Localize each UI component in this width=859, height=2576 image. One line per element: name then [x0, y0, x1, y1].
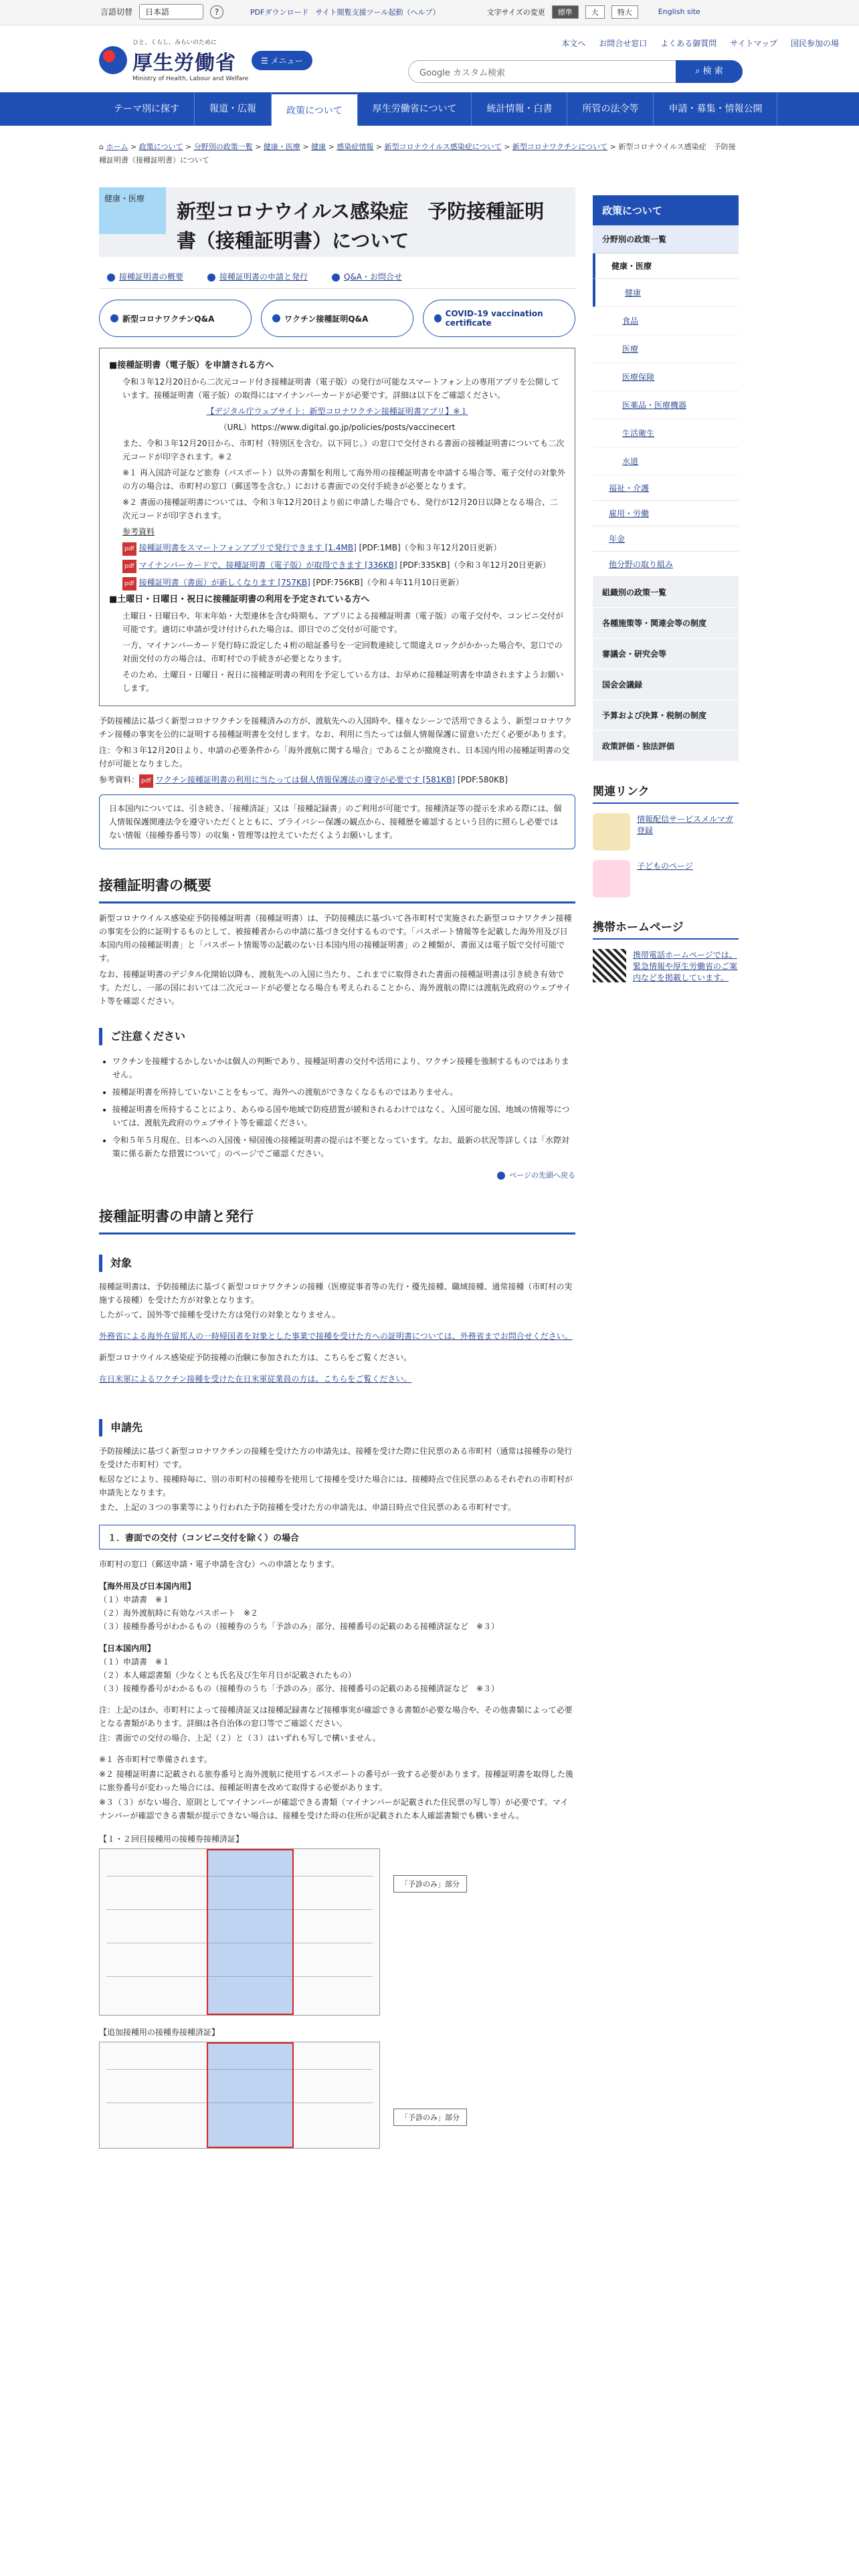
utility-bar	[0, 0, 859, 25]
caution-item: • 接種証明書を所持していないことをもって、海外への渡航ができなくなるものではありません。	[112, 1085, 575, 1099]
header-link-sitemap[interactable]: サイトマップ	[730, 39, 777, 48]
sidebar-item-medical[interactable]: 医療	[593, 335, 739, 363]
pill-covid-certificate[interactable]	[423, 300, 575, 337]
domestic-use-box: 日本国内については、引き続き、「接種済証」又は「接種記録書」のご利用が可能です。接種済証等の提示を求める際には、個人情報保護関連法令を遵守いただくとともに、プライバシー保護の観点から、接種歴を確認するという目的に照らし必要ではない情報（接種券番号等）の収集・管理等は控えていただくようお願いします。	[99, 794, 575, 849]
caution-item: • ワクチンを接種するかしないかは個人の判断であり、接種証明書の交付や活用により、ワクチン接種を強制するものではありません。	[112, 1055, 575, 1081]
category-tag: 健康・医療	[99, 187, 166, 234]
arrow-icon	[107, 274, 115, 282]
breadcrumb-policy[interactable]: 政策について	[138, 142, 183, 151]
gnav-laws[interactable]: 所管の法令等	[567, 92, 654, 126]
reference-item	[109, 576, 565, 591]
domestic-item: （３）接種券番号がわかるもの（接種券のうち「予診のみ」部分、接種番号の記載のある接種済証など ※３）	[99, 1684, 500, 1693]
sidebar-item-insurance[interactable]: 医療保険	[593, 363, 739, 391]
caution-heading: ご注意ください	[99, 1028, 575, 1045]
target-link-row	[99, 1351, 575, 1364]
note-item: ※３（３）がない場合、原則としてマイナンバーが確認できる書類（マイナンバーが記載された住民票の写し等）が必要です。マイナンバーが確認できる書類が提示できない場合は、接種を受けた時の住所が記載された本人確認書類でも構いません。	[99, 1798, 569, 1820]
logo-mark-icon	[99, 46, 127, 74]
ticket-figure-1	[99, 1833, 575, 2016]
sidebar-cat-measures[interactable]: 各種施策等・関連会等の制度	[593, 608, 739, 639]
lang-label: 言語切替	[100, 7, 133, 17]
breadcrumb-infection[interactable]: 感染症情報	[337, 142, 374, 151]
reference-link[interactable]: 接種証明書をスマートフォンアプリで発行できます [1.4MB]	[138, 543, 357, 552]
home-icon: ⌂	[99, 142, 104, 151]
language-select[interactable]: 日本語	[139, 4, 203, 19]
logo-text: 厚生労働省	[132, 51, 236, 75]
pill-covid-certificate-label: COVID-19 vaccination certificate	[445, 309, 543, 328]
figure-caption: 【追加接種用の接種券接種済証】	[99, 2028, 220, 2037]
trial-link[interactable]: 新型コロナウイルス感染症予防接種の治験に参加された方は、こちらをご覧ください。	[99, 1353, 412, 1362]
yoshin-only-highlight	[207, 1849, 294, 2015]
breadcrumb: ⌂ ホーム > 政策について > 分野別の政策一覧 > 健康・医療 > 健康 > 感染症情報 > 新型コロナウイルス感染症について > 新型コロナワクチンについて > 新型コロナウイルス感染症 予防接種証明書（接種証明書）について	[99, 142, 736, 165]
sidebar-item-sanitation[interactable]: 生活衛生	[593, 419, 739, 447]
gnav-statistics[interactable]: 統計情報・白書	[472, 92, 567, 126]
kids-page-link[interactable]: 子どものページ	[637, 861, 693, 871]
gnav-press[interactable]: 報道・広報	[195, 92, 272, 126]
reference-label: 参考資料	[122, 527, 155, 536]
figure-callout: 「予診のみ」部分	[393, 2109, 467, 2126]
target-text: 接種証明書は、予防接種法に基づく新型コロナワクチンの接種（医療従事者等の先行・優先接種、職域接種、通常接種（市町村の実施する接種）を受けた方が対象となります。	[99, 1282, 573, 1305]
page-title: 新型コロナウイルス感染症 予防接種証明書（接種証明書）について	[177, 200, 545, 252]
reference-item	[109, 558, 565, 573]
reference-meta: [PDF:756KB]（令和４年11月10日更新）	[312, 578, 464, 587]
sidebar-item-water[interactable]: 水道	[593, 447, 739, 475]
domestic-heading: 【日本国内用】	[99, 1644, 156, 1653]
breadcrumb-current: 新型コロナウイルス感染症 予防接種証明書（接種証明書）について	[99, 142, 736, 165]
pdf-icon: pdf	[122, 577, 136, 591]
ticket-image	[99, 2042, 380, 2149]
anchor-apply[interactable]	[207, 271, 308, 282]
notice-text: 一方、マイナンバーカード発行時に設定した４桁の暗証番号を一定回数連続して間違えロックがかかった場合や、窓口での対面交付の方の場合は、市町村での手続きが必要となります。	[122, 641, 563, 663]
intro-note: 注：令和３年12月20日より、申請の必要条件から「海外渡航に関する場合」であることが撤廃され、日本国内用の接種証明書の交付が可能となりました。	[99, 746, 570, 768]
notice-text: 土曜日・日曜日や、年末年始・大型連休を含む時期も、アプリによる接種証明書（電子版）の電子交付や、コンビニ交付が可能です。適切に申請が受け付けられた場合は、即日でのご交付が可能です。	[122, 611, 564, 634]
gnav-applications[interactable]: 申請・募集・情報公開	[654, 92, 777, 126]
pdf-icon: pdf	[139, 774, 153, 788]
pdf-icon: pdf	[122, 560, 136, 573]
pill-links	[99, 300, 575, 337]
site-header	[0, 25, 859, 92]
usfj-link[interactable]: 在日米軍によるワクチン接種を受けた在日米軍従業員の方は、こちらをご覧ください。	[99, 1374, 412, 1384]
header-link-participation[interactable]: 国民参加の場	[790, 39, 839, 48]
anchor-qa[interactable]	[332, 271, 402, 282]
domestic-item: （２）本人確認書類（少なくとも氏名及び生年月日が記載されたもの）	[99, 1671, 357, 1680]
pill-cert-qa[interactable]	[261, 300, 413, 337]
intro-reference	[99, 773, 575, 788]
digital-agency-link[interactable]: 【デジタル庁ウェブサイト：新型コロナワクチン接種証明書アプリ】※１	[206, 407, 468, 416]
note-item: 注：書面での交付の場合、上記（２）と（３）はいずれも写しで構いません。	[99, 1733, 381, 1743]
pdf-download-link[interactable]: PDFダウンロード	[250, 7, 309, 17]
apply-text: 予防接種法に基づく新型コロナワクチンの接種を受けた方の申請先は、接種を受けた際に住民票のある市町村（通常は接種券の発行を受けた市町村）です。	[99, 1446, 573, 1469]
arrow-icon	[207, 274, 215, 282]
overview-text: 新型コロナウイルス感染症予防接種証明書（接種証明書）は、予防接種法に基づいて各市町村で実施された新型コロナワクチン接種の事実を公的に証明するものとして、被接種者からの申請に基づき交付するものです。「パスポート情報等を記載した海外用及び日本国内用の接種証明書」と「パスポート情報等の記載のない日本国内用の接種証明書」の２種類が、書面又は電子版で交付可能です。	[99, 914, 572, 963]
note-item: ※１ 各市町村で準備されます。	[99, 1755, 212, 1764]
sidebar-item-other[interactable]: 他分野の取り組み	[593, 552, 739, 577]
note-item: 注：上記のほか、市町村によって接種済証又は接種記録書など接種事実が確認できる書類が必要な場合や、その他書類によって必要となる書類があります。詳細は各自治体の窓口等でご確認ください。	[99, 1705, 573, 1728]
domestic-item: （１）申請書 ※１	[99, 1657, 171, 1667]
notice-text: また、令和３年12月20日から、市町村（特別区を含む。以下同じ。）の窓口で交付される書面の接種証明書についても二次元コードが印字されます。※２	[122, 439, 565, 461]
section-overview-heading: 接種証明書の概要	[99, 875, 575, 903]
apply-text: また、上記の３つの事業等により行われた予防接種を受けた方の申請先は、申請日時点で住民票のある市町村です。	[99, 1503, 516, 1512]
target-link-row	[99, 1372, 575, 1386]
caution-item: • 接種証明書を所持することにより、あらゆる国や地域で防疫措置が緩和されるわけではなく、入国可能な国、地域の情報等については、渡航先政府のウェブサイト等を確認ください。	[112, 1103, 575, 1130]
sidebar-item-welfare[interactable]: 福祉・介護	[593, 475, 739, 501]
font-size-large-button[interactable]: 大	[585, 5, 605, 19]
sidebar-cat-evaluation[interactable]: 政策評価・独法評価	[593, 731, 739, 762]
header-links	[561, 37, 839, 49]
gnav-theme[interactable]: テーマ別に探す	[99, 92, 195, 126]
title-box	[99, 187, 575, 257]
sidebar-cat-budget[interactable]: 予算および決算・税制の制度	[593, 700, 739, 731]
sidebar-cat-organization[interactable]: 組織別の政策一覧	[593, 577, 739, 608]
reference-item	[109, 541, 565, 556]
related-links-heading: 関連リンク	[593, 782, 739, 804]
section-apply-heading: 接種証明書の申請と発行	[99, 1206, 575, 1235]
mail-magazine-link[interactable]: 情報配信サービスメルマガ登録	[637, 815, 734, 835]
back-to-top-link[interactable]	[99, 1170, 575, 1180]
related-item[interactable]	[593, 860, 739, 897]
menu-button[interactable]: ☰ メニュー	[252, 51, 312, 70]
pdf-icon: pdf	[122, 542, 136, 556]
target-heading: 対象	[99, 1255, 575, 1272]
pill-vaccine-qa[interactable]	[99, 300, 252, 337]
reference-meta: [PDF:1MB]（令和３年12月20日更新）	[359, 543, 502, 552]
breadcrumb-covid[interactable]: 新型コロナウイルス感染症について	[384, 142, 502, 151]
breadcrumb-health-medical[interactable]: 健康・医療	[263, 142, 300, 151]
access-tool-link[interactable]: サイト閲覧支援ツール起動（ヘルプ）	[315, 7, 440, 17]
anchor-overview[interactable]	[107, 271, 183, 282]
kids-page-icon	[593, 860, 630, 897]
sidebar-item-health[interactable]: 健康	[593, 279, 739, 307]
mail-magazine-icon	[593, 813, 630, 851]
search-form	[408, 60, 743, 83]
mobile-item	[593, 949, 739, 983]
search-input[interactable]: Google カスタム検索	[419, 68, 505, 78]
gnav-about[interactable]: 厚生労働省について	[358, 92, 472, 126]
arrow-up-icon	[497, 1172, 505, 1180]
help-icon[interactable]: ?	[210, 5, 223, 19]
privacy-pdf-meta: [PDF:580KB]	[458, 775, 508, 784]
step-paper-text: 市町村の窓口（郵送申請・電子申請を含む）への申請となります。	[99, 1560, 340, 1569]
qr-code-icon	[593, 949, 626, 982]
notice-box	[99, 348, 575, 706]
caution-list	[112, 1055, 575, 1160]
notice-url: （URL）https://www.digital.go.jp/policies/posts/vaccinecert	[219, 423, 456, 432]
header-link-skip[interactable]: 本文へ	[561, 39, 586, 48]
sidebar-item-employment[interactable]: 雇用・労働	[593, 501, 739, 526]
logo-tagline: ひと、くらし、みらいのために	[132, 39, 217, 46]
related-item[interactable]	[593, 813, 739, 851]
notice-heading-weekend: ■土曜日・日曜日・祝日に接種証明書の利用を予定されている方へ	[109, 595, 370, 605]
reference-link[interactable]: マイナンバーカードで、接種証明書（電子版）が取得できます [336KB]	[138, 560, 397, 570]
sidebar-item-health-medical[interactable]: 健康・医療	[593, 253, 739, 279]
search-button[interactable]: ⌕ 検 索	[676, 60, 743, 83]
overview-text: なお、接種証明書のデジタル化開始以降も、渡航先への入国に当たり、これまでに取得された書面の接種証明書は引き続き有効です。ただし、一部の国においては二次元コードが必要となる場合も考えられることから、海外渡航の際には渡航先政府のウェブサイト等を確認ください。	[99, 970, 571, 1006]
notice-text: そのため、土曜日・日曜日・祝日に接種証明書の利用を予定している方は、お早めに接種証明書を申請されますようお願いします。	[122, 670, 564, 693]
font-size-xlarge-button[interactable]: 特大	[611, 5, 638, 19]
arrow-icon	[110, 314, 118, 322]
notice-footnote: ※１ 再入国許可証など旅券（パスポート）以外の書類を利用して海外用の接種証明書を申請する場合等、電子交付の対象外の方の場合は、市町村の窓口（郵送等を含む。）における書面での交付手続きが必要となります。	[122, 468, 565, 491]
privacy-pdf-link[interactable]: ワクチン接種証明書の利用に当たっては個人情報保護法の遵守が必要です [581KB]	[155, 775, 456, 784]
apply-text: 転居などにより、接種時毎に、別の市町村の接種券を使用して接種を受けた場合には、接種時点で住民票のあるそれぞれの市町村が申請先となります。	[99, 1475, 573, 1497]
overseas-item: （１）申請書 ※１	[99, 1595, 171, 1604]
breadcrumb-health[interactable]: 健康	[311, 142, 326, 151]
target-text: したがって、国外等で接種を受けた方は発行の対象となりません。	[99, 1310, 341, 1319]
sidebar-fields[interactable]: 分野別の政策一覧	[593, 225, 739, 253]
arrow-icon	[434, 314, 442, 322]
anchor-links	[99, 265, 575, 289]
sidebar-item-food[interactable]: 食品	[593, 307, 739, 335]
header-link-faq[interactable]: よくある御質問	[660, 39, 717, 48]
figure-callout: 「予診のみ」部分	[393, 1875, 467, 1893]
pill-cert-qa-label: ワクチン接種証明Q&A	[284, 314, 369, 324]
caution-item: • 令和５年５月現在、日本への入国後・帰国後の接種証明書の提示は不要となっています。なお、最新の状況等詳しくは「水際対策に係る新たな措置について」のページでご確認ください。	[112, 1134, 575, 1160]
ticket-figure-2	[99, 2026, 575, 2149]
breadcrumb-fields[interactable]: 分野別の政策一覧	[193, 142, 253, 151]
sidebar-item-drugs[interactable]: 医薬品・医療機器	[593, 391, 739, 419]
breadcrumb-home[interactable]: ホーム	[106, 142, 128, 151]
target-link-row	[99, 1329, 575, 1343]
reference-meta: [PDF:335KB]（令和３年12月20日更新）	[399, 560, 551, 570]
step-paper-heading: １．書面での交付（コンビニ交付を除く）の場合	[99, 1525, 575, 1549]
search-button-label: 検 索	[702, 66, 723, 76]
global-nav	[0, 92, 859, 126]
overseas-heading: 【海外用及び日本国内用】	[99, 1582, 196, 1591]
mofa-link[interactable]: 外務省による海外在留邦人の一時帰国者を対象とした事業で接種を受けた方への証明書については、外務省までお問合せください。	[99, 1331, 573, 1341]
anchor-overview-label: 接種証明書の概要	[119, 272, 184, 282]
intro-reference-label: 参考資料：	[99, 775, 140, 784]
overseas-item: （２）海外渡航時に有効なパスポート ※２	[99, 1608, 259, 1618]
ticket-image	[99, 1848, 380, 2016]
sidebar-item-pension[interactable]: 年金	[593, 526, 739, 552]
apply-heading: 申請先	[99, 1419, 575, 1436]
site-logo[interactable]	[99, 37, 248, 82]
notice-heading-electronic: ■接種証明書（電子版）を申請される方へ	[109, 360, 274, 370]
font-size-standard-button[interactable]: 標準	[552, 5, 579, 19]
sidebar	[593, 195, 739, 983]
figure-caption: 【１・２回目接種用の接種券接種済証】	[99, 1834, 244, 1844]
english-site-link[interactable]: English site	[658, 7, 700, 16]
yoshin-only-highlight	[207, 2042, 294, 2148]
menu-label: メニュー	[270, 56, 303, 66]
notice-text: 令和３年12月20日から二次元コード付き接種証明書（電子版）の発行が可能なスマートフォン上の専用アプリを公開しています。接種証明書（電子版）の取得にはマイナンバーカードが必要です。詳細は以下をご確認ください。	[122, 377, 559, 400]
arrow-icon	[332, 274, 340, 282]
notice-footnote: ※２ 書面の接種証明書については、令和３年12月20日より前に申請した場合でも、発行が12月20日以降となる場合、二次元コードが印字されます。	[122, 498, 558, 520]
anchor-qa-label: Q&A・お問合せ	[344, 272, 403, 282]
header-link-contact[interactable]: お問合せ窓口	[599, 39, 648, 48]
pill-vaccine-qa-label: 新型コロナワクチンQ&A	[122, 314, 215, 324]
gnav-policy[interactable]: 政策について	[272, 92, 358, 126]
mobile-link[interactable]: 携帯電話ホームページでは、緊急情報や厚生労働省のご案内などを掲載しています。	[633, 950, 738, 982]
note-item: ※２ 接種証明書に記載される旅券番号と海外渡航に使用するパスポートの番号が一致する必要があります。接種証明書を取得した後に旅券番号が変わった場合には、接種証明書を改めて取得する必要があります。	[99, 1769, 573, 1792]
mobile-heading: 携帯ホームページ	[593, 918, 739, 940]
reference-link[interactable]: 接種証明書（書面）が新しくなります [757KB]	[138, 578, 310, 587]
overseas-item: （３）接種券番号がわかるもの（接種券のうち「予診のみ」部分、接種番号の記載のある接種済証など ※３）	[99, 1622, 500, 1631]
anchor-apply-label: 接種証明書の申請と発行	[219, 272, 308, 282]
font-size-label: 文字サイズの変更	[486, 7, 545, 17]
arrow-icon	[272, 314, 280, 322]
sidebar-cat-diet[interactable]: 国会会議録	[593, 669, 739, 700]
sidebar-cat-councils[interactable]: 審議会・研究会等	[593, 639, 739, 669]
back-to-top-label: ページの先頭へ戻る	[509, 1171, 575, 1180]
sidebar-heading[interactable]: 政策について	[593, 195, 739, 225]
main-content	[99, 187, 575, 2149]
intro-text: 予防接種法に基づく新型コロナワクチンを接種済みの方が、渡航先への入国時や、様々なシーンで活用できるよう、新型コロナワクチン接種の事実を公的に証明する接種証明書を交付します。なお、利用に当たっては個人情報保護に留意いただく必要があります。	[99, 716, 572, 739]
logo-english: Ministry of Health, Labour and Welfare	[132, 76, 249, 82]
breadcrumb-vaccine[interactable]: 新型コロナワクチンについて	[512, 142, 608, 151]
